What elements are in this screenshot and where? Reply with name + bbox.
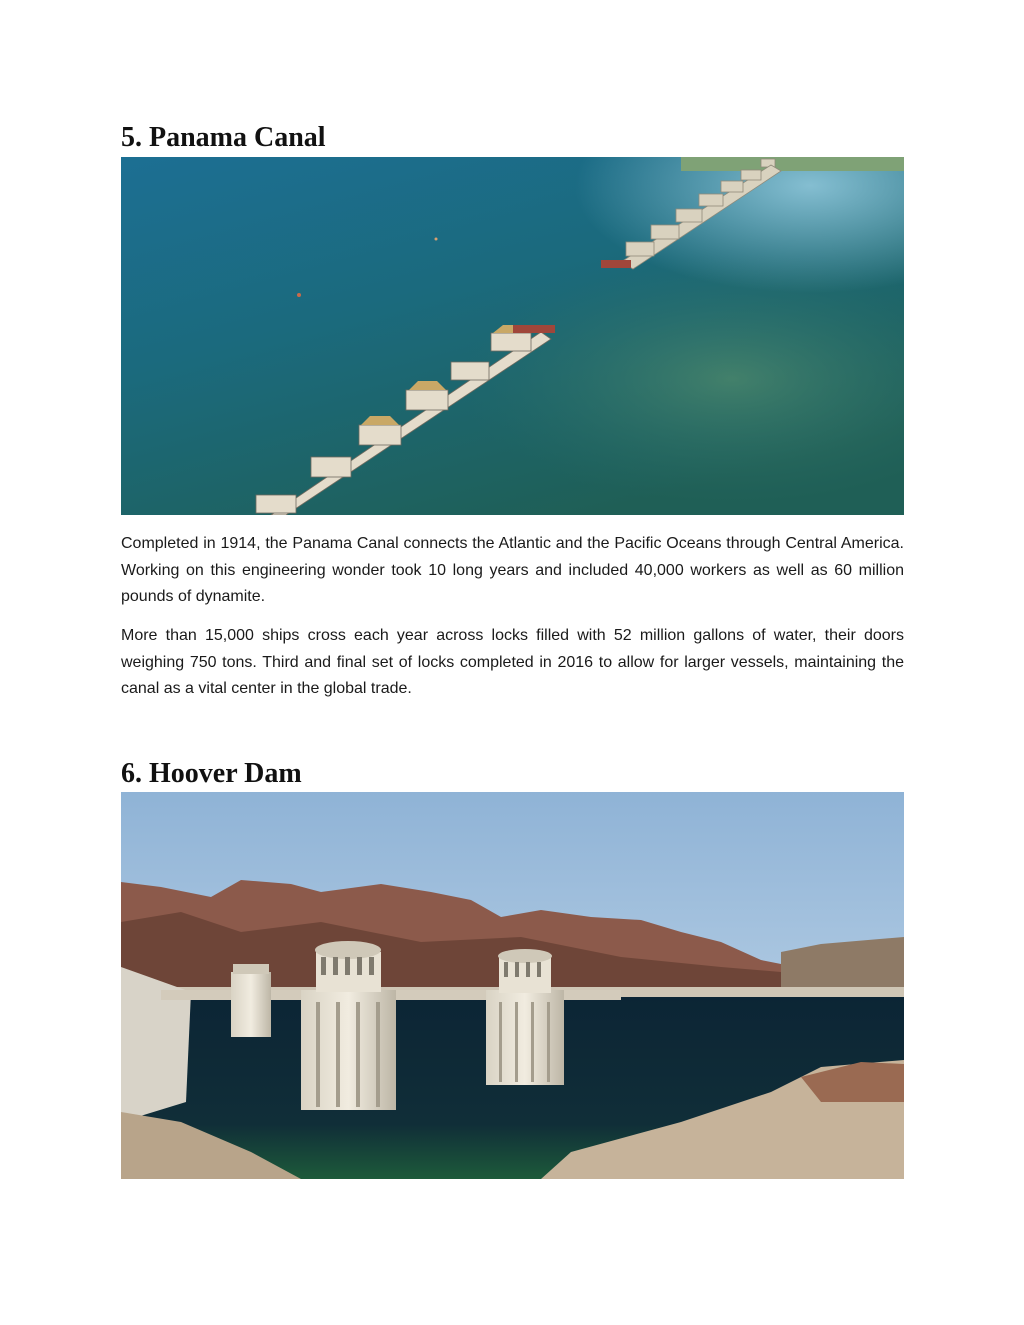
section-title-hoover-dam: 6. Hoover Dam (121, 758, 302, 789)
section-title-panama-canal: 5. Panama Canal (121, 122, 326, 153)
hoover-dam-photo (121, 792, 904, 1179)
panama-canal-paragraph-2: More than 15,000 ships cross each year across locks filled with 52 million gallons of water, their doors weighing 750 tons. Third and final set of locks completed in 2016 to allow for larger vessels, maintaining the canal as a vital center in the global trade. (121, 627, 904, 697)
panama-canal-paragraph-1: Completed in 1914, the Panama Canal connects the Atlantic and the Pacific Oceans through Central America. Working on this engineering wonder took 10 long years and included 40,000 workers as well as 60 million pounds of dynamite. (121, 535, 904, 605)
panama-canal-photo (121, 157, 904, 515)
